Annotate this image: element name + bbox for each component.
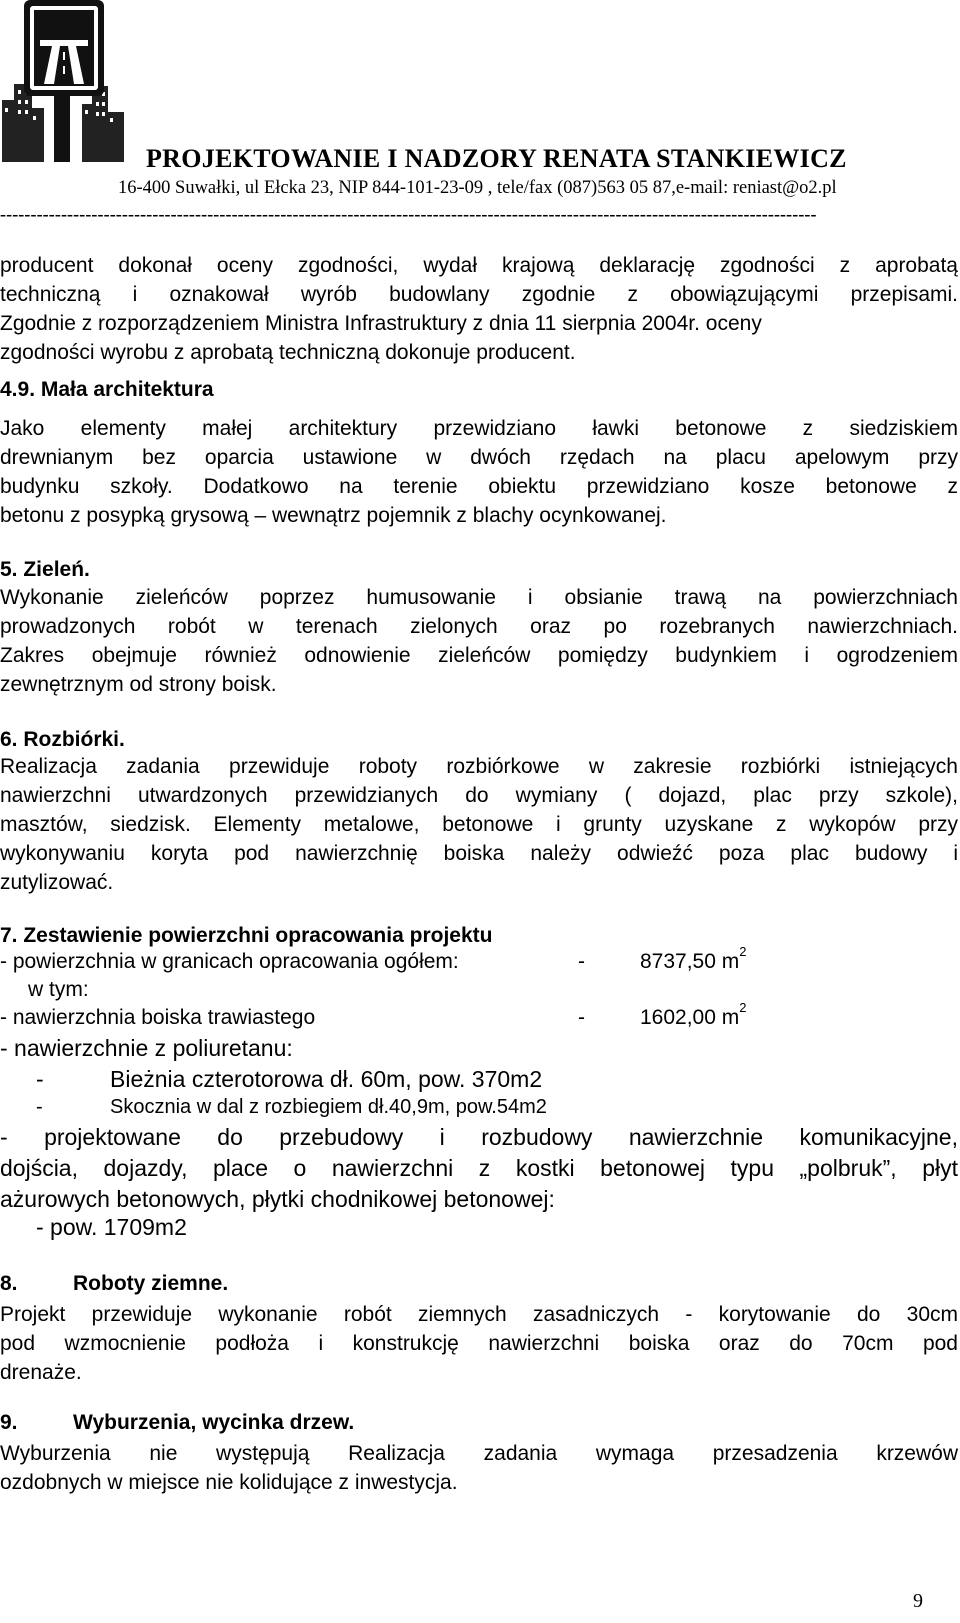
intro-line: techniczną i oznakował wyrób budowlany zgodnie z obowiązującymi przepisami. [0, 283, 958, 306]
long-jump-dash: - [36, 1096, 43, 1118]
section-5-paragraph [0, 583, 958, 699]
paragraph-line: ażurowych betonowych, płytki chodnikowej betonowej: [0, 1186, 555, 1212]
paragraph-line: zutylizować. [0, 871, 114, 894]
section-6-paragraph [0, 752, 958, 897]
grass-pitch-label: - nawierzchnia boiska trawiastego [0, 1006, 316, 1029]
paragraph-line: drewnianym bez oparcia ustawione w dwóch rzędach na placu apelowym przy [0, 446, 958, 469]
paving-area: - pow. 1709m2 [36, 1214, 187, 1240]
company-logo [2, 0, 124, 162]
area-total-value [640, 944, 747, 974]
paragraph-line: Projekt przewiduje wykonanie robót ziemnych zasadniczych - korytowanie do 30cm [0, 1303, 958, 1326]
section-8-number: 8. [0, 1272, 18, 1295]
company-name: PROJEKTOWANIE I NADZORY RENATA STANKIEWICZ [146, 144, 847, 173]
intro-line: producent dokonał oceny zgodności, wydał krajową deklarację zgodności z aprobatą [0, 254, 958, 277]
paving-paragraph [0, 1122, 958, 1215]
area-breakdown-label: w tym: [28, 978, 89, 1001]
section-heading-9: Wyburzenia, wycinka drzew. [73, 1411, 355, 1434]
section-heading-7: 7. Zestawienie powierzchni opracowania projektu [0, 924, 493, 947]
long-jump-item: Skocznia w dal z rozbiegiem dł.40,9m, pow.54m2 [110, 1096, 547, 1118]
paragraph-line: masztów, siedzisk. Elementy metalowe, betonowe i grunty uzyskane z wykopów przy [0, 813, 958, 836]
paragraph-line: nawierzchni utwardzonych przewidzianych do wymiany ( dojazd, plac przy szkole), [0, 784, 958, 807]
grass-pitch-value [640, 1000, 747, 1030]
section-9-number: 9. [0, 1411, 18, 1434]
paragraph-line: drenaże. [0, 1361, 82, 1384]
paragraph-line: budynku szkoły. Dodatkowo na terenie obiektu przewidziano kosze betonowe z [0, 475, 958, 498]
page-number: 9 [913, 1590, 923, 1612]
section-9-paragraph [0, 1439, 958, 1497]
paragraph-line: Wykonanie zieleńców poprzez humusowanie i obsianie trawą na powierzchniach [0, 586, 958, 609]
section-8-paragraph [0, 1300, 958, 1387]
section-heading-5: 5. Zieleń. [0, 558, 90, 581]
area-total-unit-exp: 2 [739, 944, 747, 959]
paragraph-line: Realizacja zadania przewiduje roboty rozbiórkowe w zakresie rozbiórki istniejących [0, 755, 958, 778]
intro-line: Zgodnie z rozporządzeniem Ministra Infrastruktury z dnia 11 sierpnia 2004r. oceny [0, 312, 762, 335]
paragraph-line: betonu z posypką grysową – wewnątrz pojemnik z blachy ocynkowanej. [0, 504, 667, 527]
grass-pitch-number: 1602,00 m [640, 1006, 740, 1029]
section-heading-6: 6. Rozbiórki. [0, 728, 125, 751]
paragraph-line: prowadzonych robót w terenach zielonych oraz po rozebranych nawierzchniach. [0, 615, 958, 638]
area-total-number: 8737,50 m [640, 950, 740, 973]
intro-line: zgodności wyrobu z aprobatą techniczną dokonuje producent. [0, 341, 576, 364]
section-4-9-paragraph [0, 414, 958, 530]
area-total-dash: - [578, 950, 585, 973]
grass-pitch-unit-exp: 2 [739, 1000, 747, 1015]
paragraph-line: zewnętrznym od strony boisk. [0, 673, 277, 696]
track-dash: - [36, 1066, 44, 1092]
grass-pitch-dash: - [578, 1006, 585, 1029]
paragraph-line: dojścia, dojazdy, place o nawierzchni z kostki betonowej typu „polbruk”, płyt [0, 1155, 958, 1181]
track-item: Bieżnia czterotorowa dł. 60m, pow. 370m2 [110, 1066, 543, 1092]
area-total-label: - powierzchnia w granicach opracowania ogółem: [0, 950, 459, 973]
paragraph-line: Zakres obejmuje również odnowienie zieleńców pomiędzy budynkiem i ogrodzeniem [0, 644, 958, 667]
section-heading-4-9: 4.9. Mała architektura [0, 378, 214, 401]
paragraph-line: wykonywaniu koryta pod nawierzchnię boiska należy odwieźć poza plac budowy i [0, 842, 958, 865]
paragraph-line: pod wzmocnienie podłoża i konstrukcję nawierzchni boiska oraz do 70cm pod [0, 1332, 958, 1355]
header-divider: -------------------------------------------------------------------------------------------------------------------------------------- [0, 204, 817, 224]
company-contact: 16-400 Suwałki, ul Ełcka 23, NIP 844-101-23-09 , tele/fax (087)563 05 87,e-mail: reniast@o2.pl [118, 178, 837, 198]
intro-paragraph [0, 251, 958, 367]
section-heading-8: Roboty ziemne. [73, 1272, 229, 1295]
polyurethane-label: - nawierzchnie z poliuretanu: [0, 1035, 293, 1061]
paragraph-line: Wyburzenia nie występują Realizacja zadania wymaga przesadzenia krzewów [0, 1442, 958, 1465]
paragraph-line: ozdobnych w miejsce nie kolidujące z inwestycja. [0, 1471, 458, 1494]
paragraph-line: Jako elementy małej architektury przewidziano ławki betonowe z siedziskiem [0, 417, 958, 440]
paragraph-line: - projektowane do przebudowy i rozbudowy nawierzchnie komunikacyjne, [0, 1124, 958, 1150]
